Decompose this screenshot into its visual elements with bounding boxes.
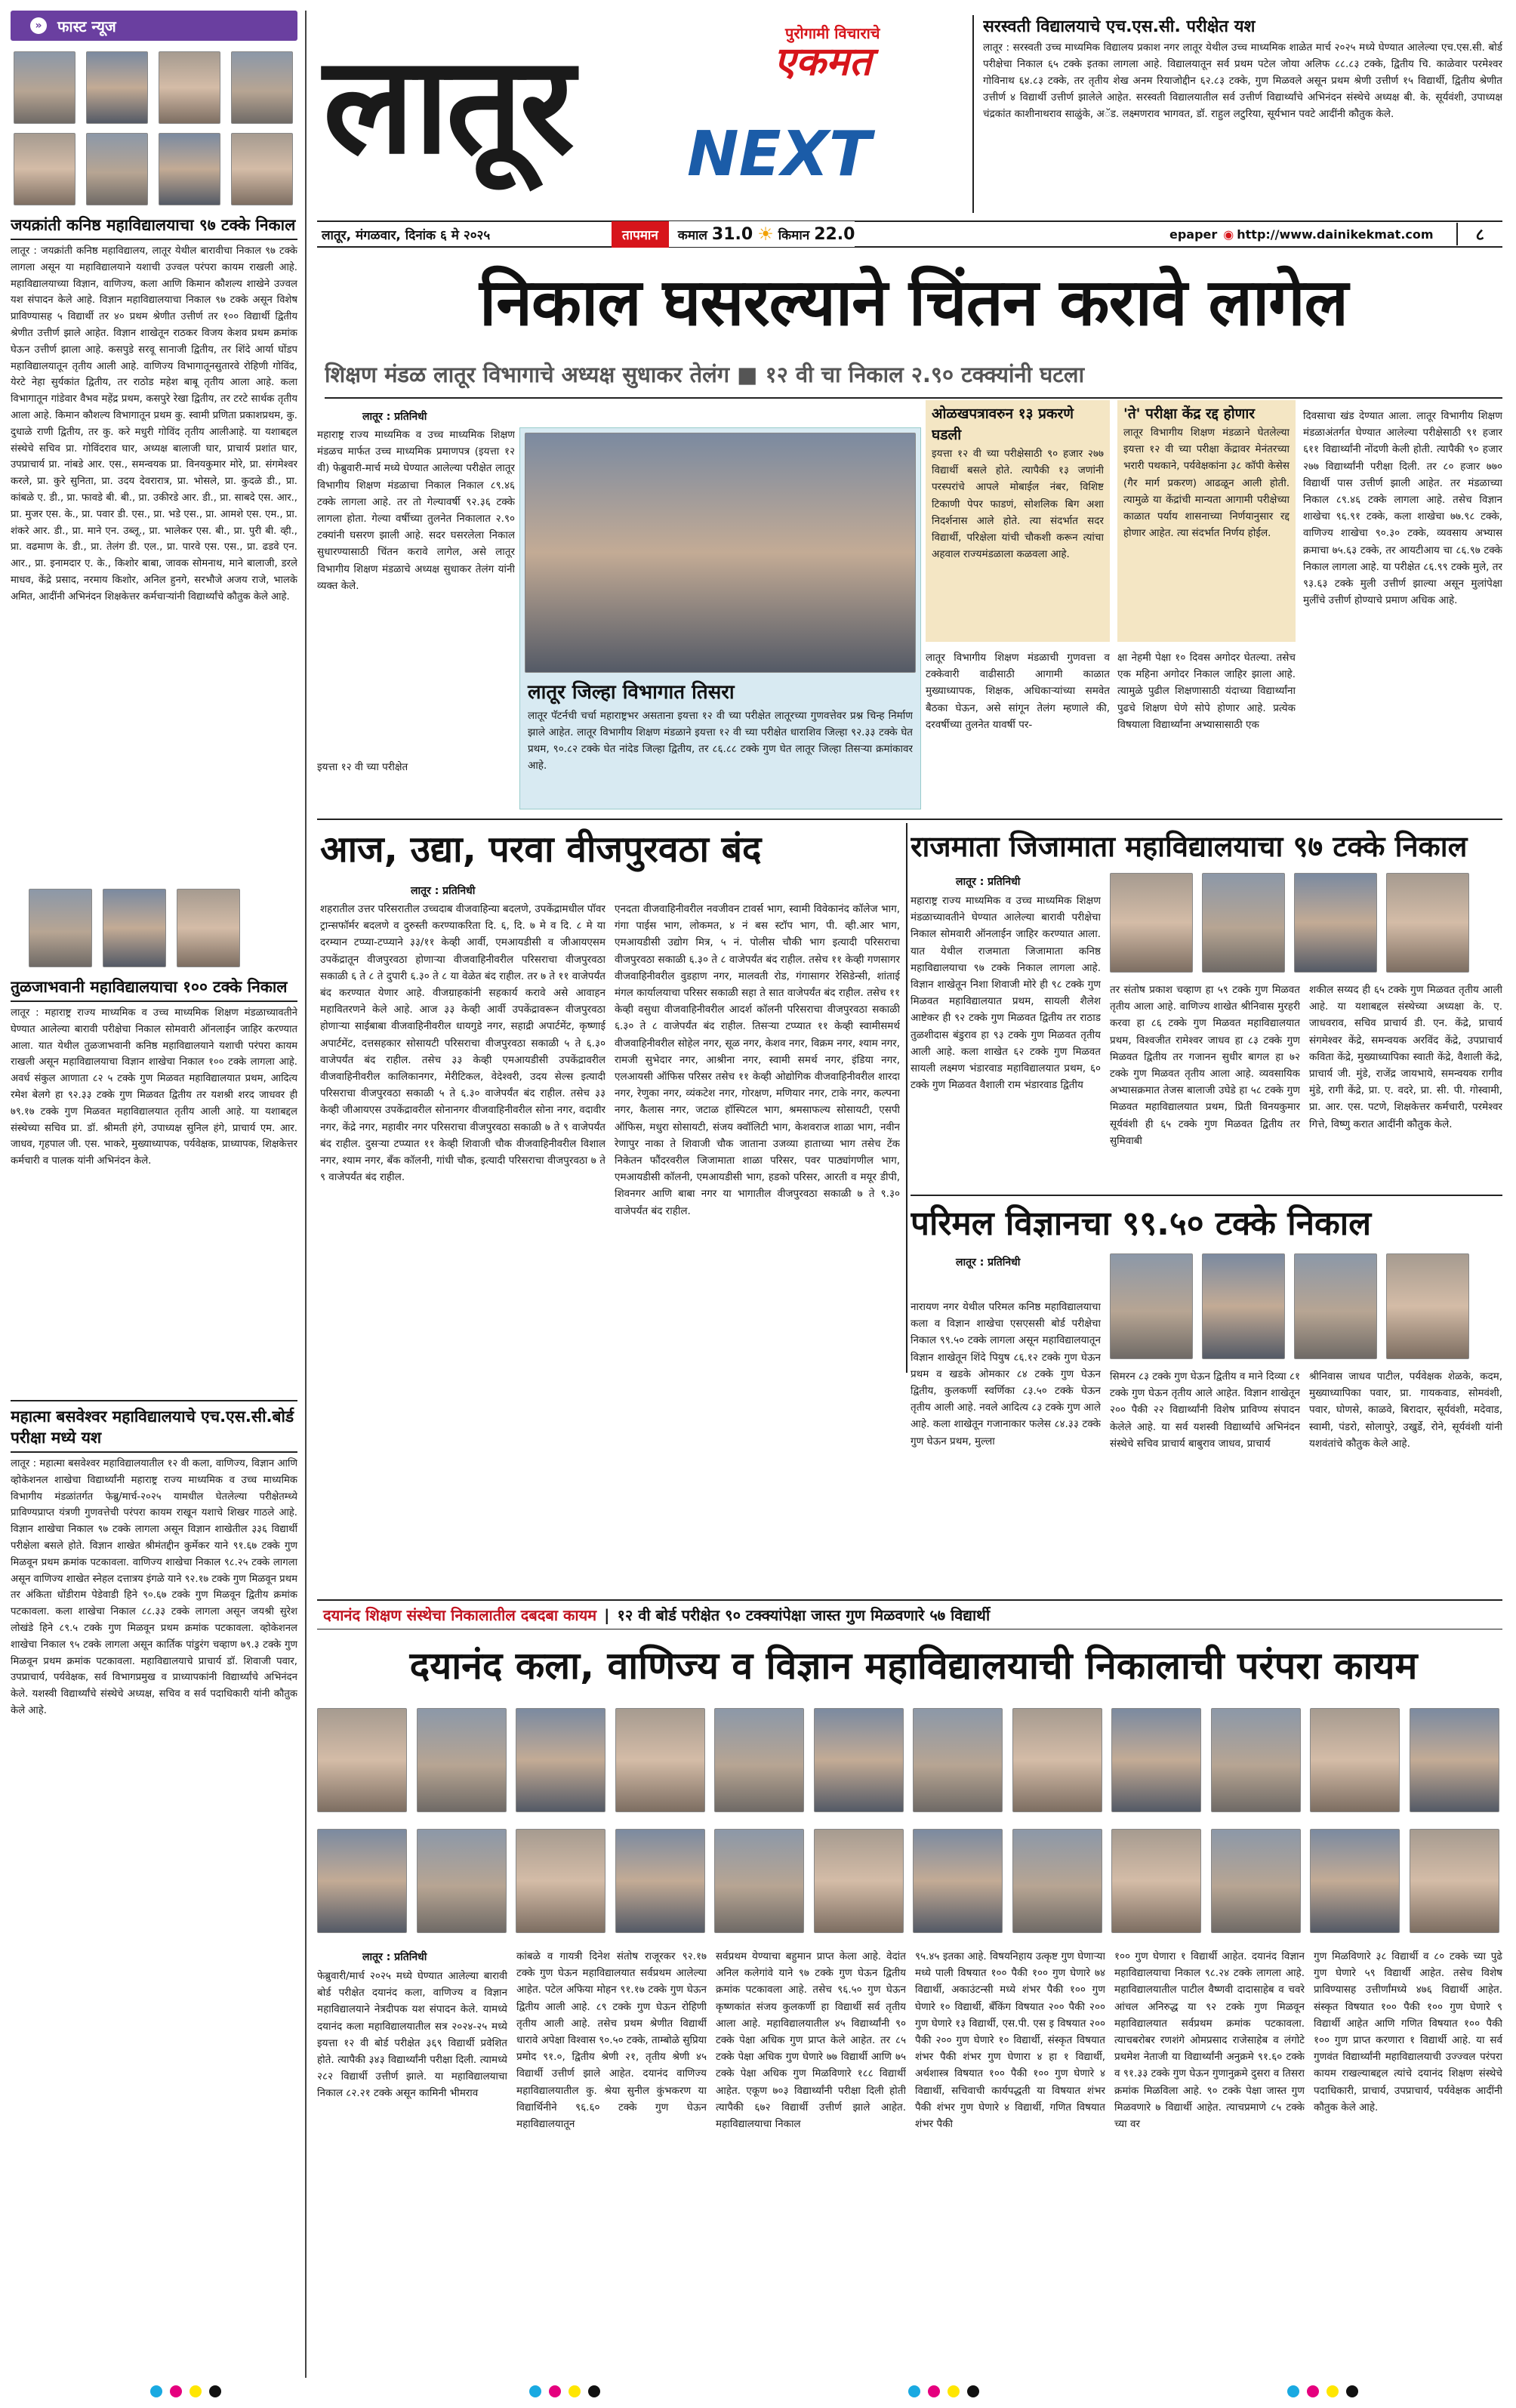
- lead-subhead: शिक्षण मंडळ लातूर विभागाचे अध्यक्ष सुधाकर तेलंग ■ १२ वी चा निकाल २.९० टक्क्यांनी घटला: [325, 356, 1502, 399]
- byline: लातूर : प्रतिनिधी: [956, 876, 1021, 888]
- sidebar-headline-3: महात्मा बसवेश्वर महाविद्यालयाचे एच.एस.सी.बोर्ड परीक्षा मध्ये यश: [11, 1407, 294, 1447]
- color-registration-strip: [150, 2385, 229, 2400]
- color-registration-strip: [1287, 2385, 1366, 2400]
- lead-box-1: [926, 400, 1110, 642]
- divider: [317, 819, 1502, 820]
- dayanand-col-5: १०० गुण घेणारा १ विद्यार्थी आहेत. दयानंद विज्ञान महाविद्यालयाचा निकाल ९८.२४ टक्के लागला आहे. महाविद्यालयातील पाटील वैष्णवी दादासाहेब व चवरे आंचल अनिरुद्ध या ९२ टक्के गुण मिळवून महाविद्यालयात सर्वप्रथम क्रमांक पटकावला. त्याचबरोबर रणशंगे ओमप्रसाद राजेसाहेब व लंगोटे प्रथमेश नेताजी या विद्यार्थ्यांनी अनुक्रमे ९१.६० टक्के व ९१.३३ टक्के गुण घेऊन गुणानुक्रमे दुसरा व तिसरा क्रमांक मिळविला आहे. ९० टक्के पेक्षा जास्त गुण मिळवणारे ७ विद्यार्थी आहेत. त्याचप्रमाणे ८५ टक्के च्या वर: [1114, 1950, 1305, 2131]
- student-photo: [615, 1708, 705, 1812]
- lead-photo-block: [519, 427, 921, 809]
- temperature-label: तापमान: [612, 221, 669, 248]
- min-label: किमान: [778, 227, 810, 243]
- student-photo: [1410, 1829, 1499, 1933]
- student-photo: [913, 1829, 1003, 1933]
- dayanand-photo-grid: [317, 1708, 1502, 1933]
- student-photo: [1386, 873, 1469, 973]
- dayanand-headline: दयानंद कला, वाणिज्य व विज्ञान महाविद्यालयाची निकालाची परंपरा कायम: [409, 1644, 1418, 1688]
- website-url[interactable]: http://www.dainikekmat.com: [1237, 227, 1434, 242]
- rajmata-headline: राजमाता जिजामाता महाविद्यालयाचा ९७ टक्के निकाल: [911, 830, 1468, 863]
- student-photo: [516, 1829, 605, 1933]
- student-photo: [1202, 873, 1285, 973]
- dateline-bar: [317, 220, 1502, 248]
- min-value: 22.0: [814, 224, 855, 244]
- student-photo: [417, 1829, 507, 1933]
- kicker-separator: |: [604, 1605, 610, 1624]
- lead-text-1: महाराष्ट्र राज्य माध्यमिक व उच्च माध्यमिक शिक्षण मंडळच मार्फत उच्च माध्यमिक प्रमाणपत्र (इयत्ता १२ वी) फेब्रुवारी-मार्च मध्ये घेण्यात आलेल्या परीक्षेत लातूर विभागीय शिक्षण मंडळाचा निकाल निकाल ८९.४६ टक्के लागला आहे. तर तो गेल्यावर्षी ९२.३६ टक्के लागला होता. गेल्या वर्षीच्या तुलनेत निकालात २.९० टक्यांनी घसरण झाली आहे. सदर घसरलेला निकाल सुधारण्यासाठी चिंतन करावे लागेल, असे लातूर विभागीय शिक्षण मंडळाचे अध्यक्ष सुधाकर तेलंग यांनी व्यक्त केले.: [317, 429, 515, 592]
- dayanand-col-4: ९५.४५ इतका आहे. विषयनिहाय उत्कृष्ट गुण घेणाऱ्या मध्ये पाली विषयात १०० पैकी १०० गुण घेणारे ७४ विद्यार्थी, अकाउंटन्सी मध्ये शंभर पैकी १०० गुण घेणारे १० विद्यार्थी, बँकिंग विषयात २०० पैकी २०० गुण घेणारे १३ विद्यार्थी, एस.पी. एस इ विषयात २०० पैकी २०० गुण घेणारे १० विद्यार्थी, संस्कृत विषयात शंभर पैकी शंभर गुण घेणारा ४ हा १ विद्यार्थी, अर्थशास्त्र विषयात १०० पैकी १०० गुण घेणारे ४ विद्यार्थी, सचिवाची कार्यपद्धती या विषयात शंभर पैकी शंभर गुण घेणारे ४ विद्यार्थी, गणित विषयात शंभर पैकी: [915, 1950, 1105, 2131]
- dayanand-col-2: कांबळे व गायत्री दिनेश संतोष राजूरकर ९२.१७ टक्के गुण घेऊन महाविद्यालयात सर्वप्रथम आलेल्या आहेत. पटेल अफिया मोहन ९१.१७ टक्के गुण घेऊन द्वितीय आली आहे. ८९ टक्के गुण घेऊन रोहिणी तृतीय आली आहे. तसेच प्रथम श्रेणीत विद्यार्थी धारावे अपेक्षा विश्वास ९०.५० टक्के, ताम्बोळे सुप्रिया प्रमोद ९१.०, द्वितीय श्रेणी २१, तृतीय श्रेणी ४५ विद्यार्थी उत्तीर्ण झाले आहेत. दयानंद वाणिज्य महाविद्यालयातील कु. श्रेया सुनील कुंभकरण या विद्यार्थिनीने ९६.६० टक्के गुण घेऊन महाविद्यालयातून: [516, 1950, 707, 2131]
- student-photo: [714, 1829, 804, 1933]
- student-photo: [159, 133, 220, 205]
- power-col-1: शहरातील उत्तर परिसरातील उच्चदाब वीजवाहिन्या बदलणे, उपकेंद्रामधील पॉवर ट्रान्सफॉर्मर बदलणे व दुरुस्ती करण्याकरिता दि. ६, दि. ७ मे व दि. ८ मे या दरम्यान टप्प्या-टप्प्याने ३३/११ केव्ही आर्वी, एमआयडीसी व जीआयएसम उपकेंद्रातून वीजपुरवठा होणाऱ्या वीजवाहिनीवरील परिसराचा वीजपुरवठा सकाळी ६ ते ८ ते दुपारी ६.३० ते ८ या वेळेत बंद राहील. तर ७ ते ११ वाजेपर्यंत बंद करण्यात येणार आहे. वीजग्राहकांनी सहकार्य करावे असे आवाहन महावितरणने केले आहे. आज ३३ केव्ही आर्वी उपकेंद्रावरून वीजपुरवठा होणाऱ्या साईबाबा वीजवाहिनीवरील धायगुडे नगर, सहाद्री अपार्टमेंट, कृष्णाई अपार्टमेंट, दत्तसहकार सोसायटी परिसराचा वीजपुरवठा सकाळी ५ ते ६.३० वाजेपर्यंत बंद राहील. तसेच ३३ केव्ही एमआयडीसी उपकेंद्रावरील वीजवाहिनीवरील कालिकानगर, मेरीटिकल, वेदेश्वरी, उदय सेल्स इत्यादी परिसराचा वीजपुरवठा सकाळी ५ ते ६.३० वाजेपर्यंत बंद राहील. तसेच ३३ केव्ही जीआयएस उपकेंद्रावरील सोनानगर वीजवाहिनीवरील सोना नगर, वदावीर नगर, केंद्रे नगर, महावीर नगर परिसराचा वीजपुरवठा सकाळी ७ ते ९ वाजेपर्यंत बंद राहील. दुसऱ्या टप्प्यात ११ केव्ही शिवाजी चौक वीजवाहिनीवरील विशाल नगर, श्याम नगर, बँक कॉलनी, गांधी चौक, इत्यादी परिसराचा वीजपुरवठा ७ ते ९ वाजेपर्यंत बंद राहील.: [320, 903, 605, 1184]
- student-photo: [417, 1708, 507, 1812]
- lead-headline: निकाल घसरल्याने चिंतन करावे लागेल: [479, 265, 1348, 341]
- student-photo: [14, 133, 75, 205]
- lead-text-3: क्षा नेहमी पेक्षा १० दिवस अगोदर घेतल्या. तसेच एक महिना अगोदर निकाल जाहिर झाला आहे. त्यामुळे पुढील शिक्षणासाठी यंदाच्या विद्यार्थ्यांना पुढचे शिक्षण घेणे सोपे होणार आहे. प्रत्येक विषयाला विद्यार्थ्यांना अभ्यासासाठी एक: [1117, 652, 1296, 731]
- divider: [11, 1001, 297, 1002]
- parimal-col-3: श्रीनिवास जाधव पाटील, पर्यवेक्षक शेळके, कदम, मुख्याध्यापिका पवार, प्रा. गायकवाड, सोमवंशी, पवार, घोणसे, काळवे, बिरादार, सूर्यवंशी, मदेवाड, स्वामी, पंडरो, सोलापुरे, उखुर्डे, रोने, सूर्यवंशी यांनी यशवंतांचे कौतुक केले आहे.: [1309, 1370, 1502, 1450]
- lead-box-2: [1117, 400, 1296, 642]
- lead-text-4: दिवसाचा खंड देण्यात आला. लातूर विभागीय शिक्षण मंडळाअंतर्गत घेण्यात आलेल्या परीक्षेसाठी ९१ हजार ६११ विद्यार्थ्यांनी नोंदणी केली होती. त्यापैकी ९० हजार २७७ विद्यार्थ्यांनी परीक्षा दिली. तर ८० हजार ७७० विद्यार्थी पास उत्तीर्ण झाली आहेत. तर मंडळाच्या निकाल ८९.४६ टक्के लागला आहे. तसेच विज्ञान शाखेचा ९६.९१ टक्के, कला शाखेचा ७७.९८ टक्के, वाणिज्य शाखेचा ९०.३० टक्के, व्यवसाय अभ्यास क्रमाचा ७५.६३ टक्के, तर आयटीआय चा ८६.९७ टक्के निकाल लागला आहे. या परीक्षेत ८६.९९ टक्के मुले, तर ९३.६३ टक्के मुली उत्तीर्ण झाल्या असून मुलांपेक्षा मुलींचे उत्तीर्ण होण्याचे प्रमाण अधिक आहे.: [1303, 410, 1502, 607]
- student-photo: [1294, 1253, 1377, 1359]
- student-photo: [1110, 873, 1193, 973]
- student-photo: [913, 1708, 1003, 1812]
- rajmata-col-2: तर संतोष प्रकाश चव्हाण हा ५९ टक्के गुण मिळवत तृतीय आला आहे. वाणिज्य शाखेत श्रीनिवास मुरहरी करवा हा ८६ टक्के गुण मिळवत महाविद्यालयात प्रथम, विश्वजीत रामेश्वर जाधव हा ८३ टक्के गुण मिळवत द्वितीय तर गजानन सुधीर बागल हा ७२ टक्के गुण मिळवत तृतीय आला आहे. व्यवसायिक अभ्यासक्रमात तेजस बालाजी उघेडे हा ५८ टक्के गुण मिळवत महाविद्यालयात प्रथम, प्रिती विनयकुमार सूर्यवंशी ही ६५ टक्के गुण मिळवत द्वितीय तर सुमिवाबी: [1110, 984, 1300, 1147]
- kicker: दयानंद शिक्षण संस्थेचा निकालातील दबदबा कायम: [323, 1606, 597, 1624]
- student-photo: [1294, 873, 1377, 973]
- sun-icon: ☀: [757, 224, 774, 245]
- masthead-next: NEXT: [687, 119, 871, 190]
- student-photo: [1310, 1708, 1400, 1812]
- student-photo: [231, 133, 293, 205]
- sidebar-story-2: लातूर : महाराष्ट्र राज्य माध्यमिक व उच्च माध्यमिक शिक्षण मंडळाच्यावतीने घेण्यात आलेल्या बारावी परीक्षेचा निकाल सोमवारी ऑनलाईन जाहिर करण्यात आला. यात येथील तुळजाभवानी कनिष्ठ महाविद्यालयाने यशाची परंपरा कायम राखली असून महाविद्यालयाचा विज्ञान शाखेचा निकाल १०० टक्के लागला आहे. अवर्ध संकुल आणाता ८२ ५ टक्के गुण मिळवत महाविद्यालयात प्रथम, आदित्य रमेश बेलगे हा ९२.३३ टक्के गुण मिळवत द्वितीय तर यशश्री शरद जाधवर ही ७९.१७ टक्के गुण मिळवत महाविद्यालयात तृतीय आली आहे. या यशाबद्दल संस्थेच्या सचिव प्रा. डॉ. श्रीमती हंगे, उपाध्यक्ष सुनिल हंगे, प्राचार्य एम. आर. जाधव, गृहपाल जी. एस. भाकरे, मुख्याध्यापक, पर्यवेक्षक, प्राध्यापक, शिक्षकेत्तर कर्मचारी व पालक यांनी अभिनंदन केले.: [11, 1007, 297, 1167]
- rajmata-photos: [1110, 873, 1469, 973]
- temperature-box: [612, 221, 855, 247]
- byline: लातूर : प्रतिनिधी: [411, 885, 476, 897]
- sidebar-story-1: लातूर : जयक्रांती कनिष्ठ महाविद्यालय, लातूर येथील बारावीचा निकाल ९७ टक्के लागला असून या महाविद्यालयाने यशाची उज्वल परंपरा कायम राखली आहे. महाविद्यालयाच्या विज्ञान, वाणिज्य, कला आणि किमान कौशल्य शाखेने उज्वल यश संपादन केले आहे. विज्ञान महाविद्यालयाचा निकाल ९७ टक्के असून विशेष प्राविण्यासह ५ विद्यार्थी तर ४० प्रथम श्रेणीत उत्तीर्ण तर १०० विद्यार्थी द्वितीय श्रेणीत उत्तीर्ण झाले आहेत. विज्ञान शाखेतून राठकर विजय केशव प्रथम क्रमांक घेऊन उत्तीर्ण झाला आहे. कसपुडे सरवू सानाजी द्वितीय, तर शिंदे आर्या घोंडप महाविद्यालयातून तृतीय आली आहे. वाणिज्य विभागातूनसुतारवे रोहिणी गोविंद, येरटे नेहा सुर्यकांत द्वितीय, तर राठोड महेश बाबू तृतीय आला आहे. कला विभागातून गांडेवार वैभव महेंद्र प्रथम, कसपुरे रेखा द्वितीय, तर टरटे सार्थक तृतीय आला आहे. किमान कौशल्य विभागातून प्रथम कु. स्वामी प्रणिता प्रकाशप्रथम, कु. दुधाळे राणी द्वितीय, तर कु. करे मधुरी गोविंद तृतीय आलीआहे. या यशाबद्दल संस्थेचे सचिव प्रा. गोविंदराव घार, अध्यक्ष बालाजी घार, प्राचार्य प्रशांत घार, उपप्राचार्य प्रा. नांबडे आर. एस., समन्वयक प्रा. विनयकुमार मोरे, प्रा. संगमेश्वर करले, प्रा. कुरे सुनिता, प्रा. उदय देवरारात्र, प्रा. भोसले, प्रा. कुदळे डी., प्रा. कांबळे ए. डी., प्रा. फावडे बी. बी., प्रा. उकीरडे आर. डी., प्रा. साबदे एस. आर., प्रा. मुजर एस. के., प्रा. पवार डी. एस., प्रा. भडे एस., प्रा. आमशे एस. एम., प्रा. शंकरे आर. डी., प्रा. माने एन. उब्लू., प्रा. भालेकर एस. बी., प्रा. पुरी बी. व्ही., प्रा. वढमाण के. डी., प्रा. तेलंग डी. एल., प्रा. पारवे एस. एस., प्रा. ढडवे एन. आर., प्रा. इनामदार ए. के., किशोर बाबा, जावक सोमनाथ, माने बालाजी, डरले माधव, केंद्रे प्रसाद, नरमाय किशोर, अनिल हुनगे, सरभौजे अजय राजे, भालके अमित, आदींनी अभिनंदन शिक्षकेत्तर कर्मचाऱ्यांनी विद्यार्थ्यांचे कौतुक केले आहे.: [11, 245, 297, 603]
- dayanand-kicker-bar: [317, 1599, 1502, 1629]
- epaper-label: epaper: [1169, 227, 1218, 242]
- globe-icon: ◉: [1223, 227, 1234, 242]
- photo-caption-headline: लातूर जिल्हा विभागात तिसरा: [528, 681, 735, 704]
- student-photo: [1202, 1253, 1285, 1359]
- max-value: 31.0: [711, 224, 753, 244]
- byline: लातूर : प्रतिनिधी: [362, 411, 427, 423]
- kicker-2: १२ वी बोर्ड परीक्षेत ९० टक्क्यांपेक्षा जास्त गुण मिळवणारे ५७ विद्यार्थी: [617, 1606, 991, 1624]
- divider: [911, 1195, 1502, 1196]
- photo-row: [29, 889, 297, 967]
- dateline: लातूर, मंगळवार, दिनांक ६ मे २०२५: [322, 227, 491, 243]
- student-photo: [1211, 1829, 1301, 1933]
- student-photo: [1386, 1253, 1469, 1359]
- chevron-icon: »: [30, 17, 47, 34]
- byline: लातूर : प्रतिनिधी: [362, 1951, 427, 1963]
- student-photo: [1310, 1829, 1400, 1933]
- student-photo: [29, 889, 92, 967]
- max-label: कमाल: [677, 227, 707, 243]
- student-photo: [103, 889, 166, 967]
- student-photo: [317, 1708, 407, 1812]
- sidebar-headline-1: जयक्रांती कनिष्ठ महाविद्यालयाचा ९७ टक्के निकाल: [11, 216, 296, 234]
- fast-news-banner: [11, 11, 297, 41]
- parimal-headline: परिमल विज्ञानचा ९९.५० टक्के निकाल: [911, 1204, 1372, 1243]
- dayanand-col-3: सर्वप्रथम येण्याचा बहुमान प्राप्त केला आहे. वेदांत अनिल कलेगांवे याने ९७ टक्के गुण घेऊन द्वितीय क्रमांक पटकावला आहे. तसेच ९६.५० गुण घेऊन कृष्णकांत संजय कुलकर्णी हा विद्यार्थी सर्व तृतीय आला आहे. महाविद्यालयातील ४५ विद्यार्थ्यांनी ९० टक्के पेक्षा अधिक गुण प्राप्त केले आहेत. तर ८५ टक्के पेक्षा अधिक गुण घेणारे ७७ विद्यार्थी आणि ७५ टक्के पेक्षा अधिक गुण मिळविणारे १८८ विद्यार्थी आहेत. एकूण ७०३ विद्यार्थ्यांनी परीक्षा दिली होती त्यापैकी ६७२ विद्यार्थी उत्तीर्ण झाले आहेत. महाविद्यालयाचा निकाल: [716, 1950, 906, 2131]
- lead-col-1: [317, 408, 515, 816]
- student-photo: [1111, 1829, 1201, 1933]
- dayanand-col-1: फेब्रुवारी/मार्च २०२५ मध्ये घेण्यात आलेल्या बारावी बोर्ड परीक्षेत दयानंद कला, वाणिज्य व विज्ञान महाविद्यालयाने नेत्रदीपक यश संपादन केले. यामध्ये दयानंद कला महाविद्यालयातील सत्र २०२४-२५ मध्ये इयत्ता १२ वी बोर्ड परीक्षेत ३६९ विद्यार्थी प्रवेशित होते. त्यापैकी ३४३ विद्यार्थ्यांनी परीक्षा दिली. त्यामध्ये २८२ विद्यार्थी उत्तीर्ण झाले. या महाविद्यालयाचा निकाल ८२.२१ टक्के असून कामिनी भीमराव: [317, 1970, 507, 2100]
- rajmata-story: [911, 873, 1502, 1190]
- masthead-tagline: पुरोगामी विचाराचे: [785, 24, 880, 42]
- student-photo: [159, 51, 220, 124]
- parimal-story: [911, 1253, 1502, 1552]
- color-registration-strip: [908, 2385, 987, 2400]
- masthead-title: लातूर: [323, 27, 572, 183]
- student-photo: [231, 51, 293, 124]
- parimal-photos: [1110, 1253, 1469, 1359]
- sidebar: [11, 11, 297, 2378]
- top-right-brief: [972, 15, 1502, 213]
- sidebar-headline-2: तुळजाभवानी महाविद्यालयाचा १०० टक्के निकाल: [11, 978, 288, 996]
- photo-caption: लातूर पॅटर्नची चर्चा महाराष्ट्रभर असताना इयत्ता १२ वी च्या परीक्षेत लातूरच्या गुणवत्तेवर प्रश्न चिन्ह निर्माण झाले आहेत. लातूर विभागीय शिक्षण मंडळाने इयत्ता १२ वी च्या परीक्षेत धाराशिव जिल्हा ९२.३३ टक्के घेत प्रथम, ९०.८२ टक्के घेत नांदेड जिल्हा द्वितीय, तर ८६.८८ टक्के गुण घेत लातूर जिल्हा तिसऱ्या क्रमांकावर आहे.: [528, 710, 913, 772]
- photo-grid: [14, 51, 294, 205]
- lead-text-2: लातूर विभागीय शिक्षण मंडळाची गुणवत्ता व टक्केवारी वाढीसाठी आगामी काळात मुख्याध्यापक, शिक्षक, अधिकाऱ्यांच्या समवेत बैठका घेऊन, असे सांगून तेलंग म्हणाले की, दरवर्षीच्या तुलनेत यावर्षी पर-: [926, 652, 1110, 731]
- student-photo: [1012, 1829, 1102, 1933]
- power-story: [320, 882, 901, 1373]
- color-registration-strip: [529, 2385, 608, 2400]
- brief-headline: सरस्वती विद्यालयाचे एच.एस.सी. परीक्षेत यश: [983, 17, 1256, 36]
- student-photo: [615, 1829, 705, 1933]
- box1-text: इयत्ता १२ वी च्या परीक्षेसाठी ९० हजार २७७ विद्यार्थी बसले होते. त्यापैकी १३ जणांनी परस्परांचे आपले मोबाईल नंबर, विशिष्ट टिकाणी पेपर फाडणं, सोशलिक बिग अशा निदर्शनास आले होते. त्या संदर्भात सदर विद्यार्थी, परिक्षेला यांची चौकशी करून त्यांचा अहवाल राज्यमंडळाला कळवला आहे.: [932, 448, 1104, 561]
- student-photo: [86, 133, 148, 205]
- box2-headline: 'ते' परीक्षा केंद्र रद्द होणार: [1123, 405, 1256, 422]
- page-number: ८: [1456, 223, 1502, 245]
- dayanand-story: [317, 1948, 1502, 2356]
- student-photo: [317, 1829, 407, 1933]
- masthead-paper-logo: एकमत: [774, 39, 872, 85]
- student-photo: [177, 889, 240, 967]
- rajmata-col-1: महाराष्ट्र राज्य माध्यमिक व उच्च माध्यमिक शिक्षण मंडळाच्यावतीने घेण्यात आलेल्या बारावी परीक्षेचा निकाल सोमवारी ऑनलाईन जाहिर करण्यात आला. यात येथील राजमाता जिजामाता कनिष्ठ महाविद्यालयाचा ९७ टक्के निकाल लागला आहे. विज्ञान शाखेतून निशा शिवाजी मोरे ही ९८ टक्के गुण मिळवत महाविद्यालयात प्रथम, सायली शैलेश आष्टेकर ही ९२ टक्के गुण मिळवत द्वितीय तर राठाड तुळशीदास बंडुराव हा ९३ टक्के गुण मिळवत तृतीय आली आहे. कला शाखेत ६२ टक्के गुण मिळवत सायली लक्ष्मण भंडारवाड महाविद्यालयात प्रथम, ६० टक्के गुण मिळवत वैशाली राम भंडारवाड द्वितीय: [911, 895, 1101, 1092]
- student-photo: [814, 1829, 904, 1933]
- dayanand-col-6: गुण मिळविणारे ३८ विद्यार्थी व ८० टक्के च्या पुढे गुण घेणारे ५९ विद्यार्थी आहेत. तसेच विशेष प्राविण्यासह उत्तीर्णांमध्ये ४७६ विद्यार्थी आहेत. संस्कृत विषयात १०० पैकी १०० गुण घेणारे ९ विद्यार्थी आहेत आणि गणित विषयात १०० पैकी १०० गुण प्राप्त करणारा १ विद्यार्थी आहे. या सर्व गुणवंत विद्यार्थ्यांनी महाविद्यालयाची उज्ज्वल परंपरा कायम राखल्याबद्दल त्यांचे दयानंद शिक्षण संस्थेचे पदाधिकारी, प्राचार्य, उपप्राचार्य, पर्यवेक्षक आदींनी कौतुक केले आहे.: [1314, 1950, 1502, 2114]
- official-photo: [525, 433, 916, 673]
- student-photo: [1211, 1708, 1301, 1812]
- student-photo: [1012, 1708, 1102, 1812]
- student-photo: [1110, 1253, 1193, 1359]
- parimal-col-1: नारायण नगर येथील परिमल कनिष्ठ महाविद्यालयाचा कला व विज्ञान शाखेचा एसएससी बोर्ड परीक्षेचा निकाल ९९.५० टक्के लागला असून महाविद्यालयातून विज्ञान शाखेतून शिंदे पियुष ८६.१२ टक्के गुण घेऊन प्रथम व खडके ओमकार ८४ टक्के गुण घेऊन द्वितीय, कुलकर्णी स्वर्णिका ८३.५० टक्के घेऊन तृतीय आली आहे. नवले आदित्य ८३ टक्के गुण आले आहे. कला शाखेतून गजानाकार फलेस ८४.३३ टक्के गुण घेऊन प्रथम, मुल्ला: [911, 1301, 1101, 1448]
- brief-body: लातूर : सरस्वती उच्च माध्यमिक विद्यालय प्रकाश नगर लातूर येथील उच्च माध्यमिक शाळेत मार्च २०२५ मध्ये घेण्यात आलेल्या एच.एस.सी. बोर्ड परीक्षेचा निकाल ६५ टक्के इतका लागला आहे. विद्यालयातून सर्व प्रथम पटेल जोया अलिफ ८८.८३ टक्के, द्वितीय चि. काळेवार परमेश्वर गोविनाथ ६४.८३ टक्के, तर तृतीय शेख अनम रियाजोद्दीन ६२.८३ टक्के, गुण मिळवले असून प्रथम श्रेणी उत्तीर्ण १५ विद्यार्थी, द्वितीय श्रेणीत उत्तीर्ण ४ विद्यार्थी उत्तीर्ण झालेले आहेत. सरस्वती विद्यालयातील सर्व उत्तीर्ण विद्यार्थ्यांचे अभिनंदन संस्थेचे अध्यक्ष बी. के. सूर्यवंशी, उपाध्यक्ष चंद्रकांत काशीनाथराव साळुंके, अॅड. लक्ष्मणराव भागवत, डॉ. राहुल लटुरिया, सूर्यभान पवटे आदींनी कौतुक केले.: [983, 42, 1502, 120]
- student-photo: [516, 1708, 605, 1812]
- byline: लातूर : प्रतिनिधी: [956, 1256, 1021, 1269]
- divider: [11, 1400, 297, 1401]
- student-photo: [1410, 1708, 1499, 1812]
- student-photo: [714, 1708, 804, 1812]
- student-photo: [86, 51, 148, 124]
- divider: [11, 1451, 297, 1453]
- box2-text: लातूर विभागीय शिक्षण मंडळाने घेतलेल्या इयत्ता १२ वी च्या परीक्षा केंद्रावर मेनंतरच्या भरारी पथकाने, पर्यवेक्षकांना ३८ कॉपी केसेस (गैर मार्ग प्रकरण) आढळून आली होती. त्यामुळे या केंद्रांची मान्यता आगामी परीक्षेच्या काळात पर्याय शासनाच्या निर्णयानुसार रद्द होणार आहेत. त्या संदर्भात निर्णय होईल.: [1123, 427, 1290, 540]
- sidebar-story-3: लातूर : महात्मा बसवेश्वर महाविद्यालयातील १२ वी कला, वाणिज्य, विज्ञान आणि व्होकेशनल शाखेचा विद्यार्थ्यांनी महाराष्ट्र राज्य माध्यमिक व उच्च माध्यमिक विभागीय मंडळांतर्गत फेब्रु/मार्च-२०२५ यामधील घेतलेल्या परीक्षेतम्ध्ये प्राविण्यप्राप्त यंत्रणी गुणवत्तेची परंपरा कायम राखून यशाचे शिखर गाठले आहे. विज्ञान शाखेचा निकाल ९७ टक्के लागला असून विज्ञान शाखेतील ३३६ विद्यार्थी परीक्षेला बसले होते. विज्ञान शाखेत श्रीमंतद्दीन कुर्मेकर याने ९१.६७ टक्के गुण मिळवून प्रथम क्रमांक पटकावला. वाणिज्य शाखेचा निकाल ९८.२५ टक्के लागला असून वाणिज्य शाखेत स्नेहल दत्तात्रय इंगळे याने ९२.१७ टक्के गुण मिळवून प्रथम तर अंकिता धोंडीराम पेडेवाडी हिने ९०.६७ टक्के गुण मिळवून द्वितीय क्रमांक पटकावला. कला शाखेचा निकाल ८८.३३ टक्के लागला असून जयश्री सुरेश लोखंडे हिने ८९.५ टक्के गुण मिळवून प्रथम क्रमांक पटकावला. व्होकेशनल शाखेचा निकाल ९५ टक्के लागला असून कार्तिक पांडुरंग चव्हाण ७९.३ टक्के गुण मिळवून प्रथम क्रमांक पटकावला. महाविद्यालयाचे प्राचार्य डॉ. शिवाजी पवार, उपप्राचार्य, पर्यवेक्षक, सर्व विभागप्रमुख व प्राध्यापकांनी विद्यार्थ्यांचे अभिनंदन केले. यशस्वी विद्यार्थ्यांचे संस्थेचे अध्यक्ष, सचिव व सर्व पदाधिकारी यांनी कौतुक केले आहे.: [11, 1458, 297, 1716]
- fast-news-label: फास्ट न्यूज: [57, 17, 116, 35]
- student-photo: [14, 51, 75, 124]
- power-col-2: एनदता वीजवाहिनीवरील नवजीवन टावर्स भाग, स्वामी विवेकानंद कॉलेज भाग, गंगा पाईस भाग, लोकमत, ४ नं बस स्टॉप भाग, पी. व्ही.आर भाग, एमआयडीसी उद्योग मित्र, ५ नं. पोलीस चौकी भाग इत्यादी परिसराचा वीजपुरवठा सकाळी ६.३० ते ८ वाजेपर्यंत बंद राहील. तसेच ११ केव्ही गणसागर वीजवाहिनीवरील वुडहाण नगर, मालवती रोड, गंगासागर रेसिडेन्सी, शांताई मंगल कार्यालयाचा परिसर सकाळी सहा ते सात वाजेपर्यंत बंद राहील. तसेच ११ केव्ही वसुधा वीजवाहिनीवरील आदर्श कॉलनी परिसराचा वीजपुरवठा सकाळी ६.३० ते ८ वाजेपर्यंत बंद राहील. तिसऱ्या टप्प्यात ११ केव्ही स्वामीसमर्थ वीजवाहिनीवरील सोहेल नगर, सूळ नगर, केशव नगर, विक्रम नगर, श्याम नगर, रामजी सुभेदार नगर, आश्रीना नगर, स्वामी समर्थ नगर, इंडिया नगर, एलआयसी ऑफिस परिसर तसेच ११ केव्ही ओद्योगिक वीजवाहिनीवरील शारदा नगर, रेणुका नगर, व्यंकटेश नगर, गोरक्षण, मणियार नगर, टाके नगर, कल्पना नगर, कैलास नगर, जटाळ हॉस्पिटल भाग, श्रमसाफल्य सोसायटी, एसपी ऑफिस, मधुरा सोसायटी, संजय क्वॉलिटी भाग, केशवराज शाळा भाग, नवीन रेणापुर नाका ते शिवाजी चौक जाताना उजव्या हाताच्या भाग तसेच टेंक निकेतन फौंदरवरील जिजामाता शाळा परिसर, पवर पाठ्यांगणील भाग, एमआयडीसी कॉलनी, एमआयडीसी भाग, हडको परिसर, आरती व मयूर डीपी, शिवनगर आणि बाबा नगर या भागातील वीजपुरवठा सकाळी ७ ते ९.३० वाजेपर्यंत बंद राहील.: [615, 903, 900, 1217]
- column-divider: [305, 11, 307, 2378]
- power-headline: आज, उद्या, परवा वीजपुरवठा बंद: [320, 828, 762, 871]
- box1-headline: ओळखपत्रावरुन १३ प्रकरणे घडली: [932, 405, 1074, 443]
- masthead: [317, 23, 959, 234]
- rajmata-col-3: शकील सय्यद ही ६५ टक्के गुण मिळवत तृतीय आली आहे. या यशाबद्दल संस्थेच्या अध्यक्षा के. ए. जाधवराव, सचिव प्राचार्य डी. एन. केंद्रे, प्राचार्य संगमेश्वर केंद्रे, समन्वयक अरविंद केंद्रे, उपप्राचार्य कविता केंद्रे, मुख्याध्यापिका स्वाती केंद्रे, वैशाली केंद्रे, प्राचार्य जी. मुंडे, राजेंद्र जायभाये, समन्वयक रागीव मुंडे, रागी केंद्रे, प्रा. ए. वदरे, प्रा. सी. पी. गोस्वामी, प्रा. आर. एस. पटणे, शिक्षकेत्तर कर्मचारी, परमेश्वर गित्ते, विष्णु करात आदींनी कौतुक केले.: [1309, 984, 1502, 1130]
- student-photo: [1111, 1708, 1201, 1812]
- parimal-col-2: सिमरन ८३ टक्के गुण घेऊन द्वितीय व माने दिव्या ८१ टक्के गुण घेऊन तृतीय आले आहेत. विज्ञान शाखेतून २०० पैकी २२ विद्यार्थ्यांनी विशेष प्राविण्य संपादन केलेले आहे. या सर्व यशस्वी विद्यार्थ्यांचे अभिनंदन संस्थेचे सचिव प्राचार्य बाबुराव जाधव, प्राचार्य: [1110, 1370, 1300, 1450]
- registration-marks: [0, 2383, 1516, 2403]
- column-divider: [906, 823, 907, 1373]
- student-photo: [814, 1708, 904, 1812]
- lead-text-1b: इयत्ता १२ वी च्या परीक्षेत: [317, 761, 408, 773]
- divider: [11, 239, 297, 240]
